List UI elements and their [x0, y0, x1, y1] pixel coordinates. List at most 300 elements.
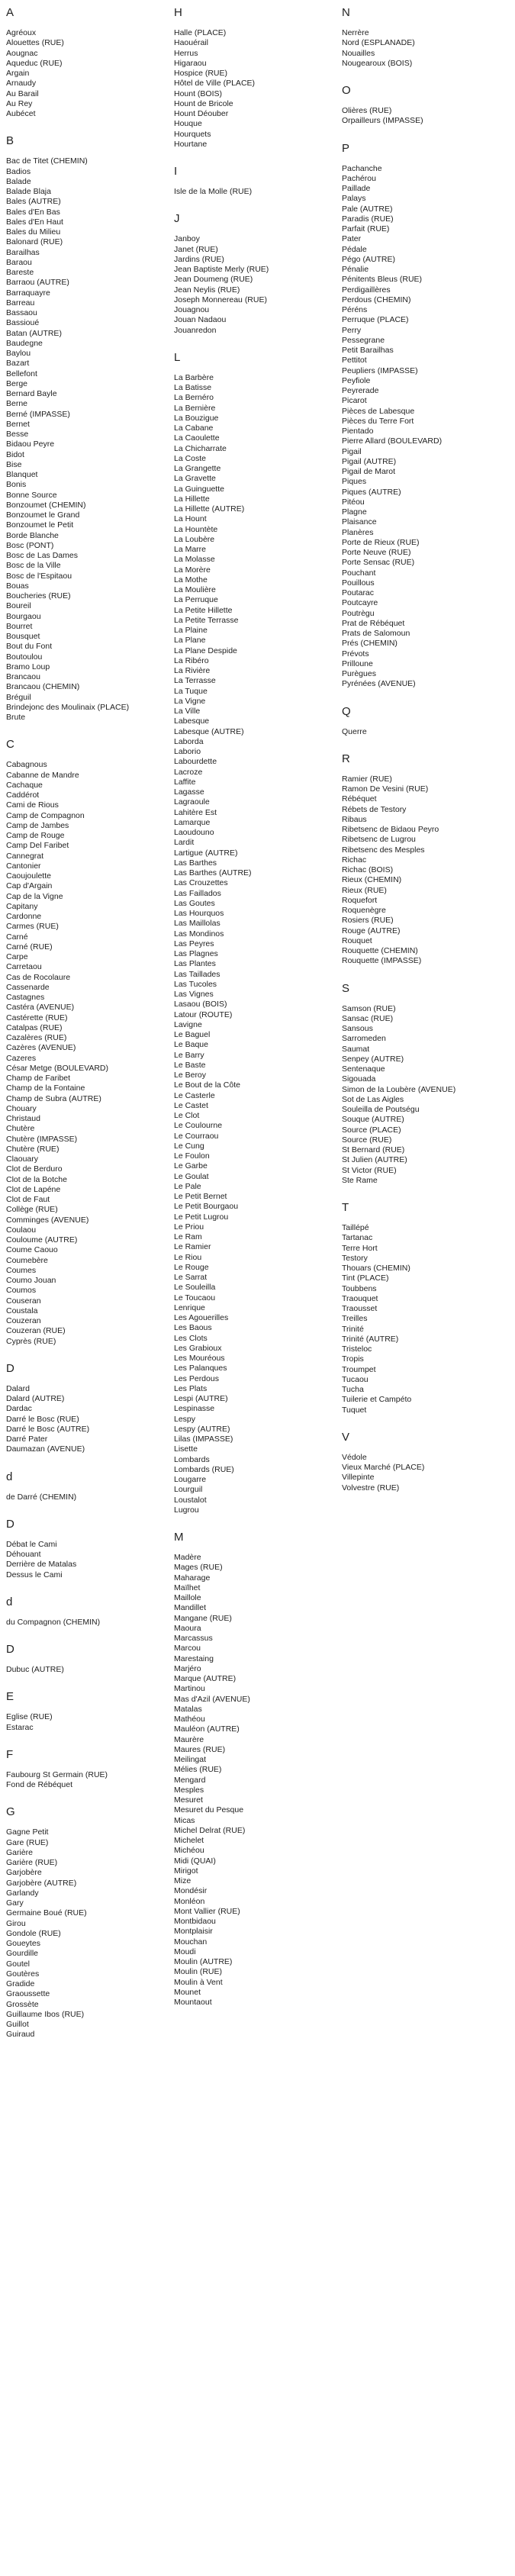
street-list-item[interactable]: Mounet [174, 1987, 201, 1997]
street-list-item[interactable]: Gagne Petit [6, 1827, 49, 1837]
street-list-item[interactable]: Palays [342, 194, 366, 204]
street-list-item[interactable]: Aqueduc (RUE) [6, 58, 63, 68]
street-list-item[interactable]: Cazalères (RUE) [6, 1033, 67, 1042]
street-list-item[interactable]: Houque [174, 119, 202, 129]
street-list-item[interactable]: Coustala [6, 1306, 38, 1315]
street-list-item[interactable]: Faubourg St Germain (RUE) [6, 1769, 108, 1779]
street-list-item[interactable]: Daumazan (AVENUE) [6, 1444, 85, 1454]
street-list-item[interactable]: Marcassus [174, 1634, 213, 1643]
street-list-item[interactable]: Ribaus [342, 814, 367, 824]
street-list-item[interactable]: La Hountète [174, 524, 218, 534]
street-list-item[interactable]: Déhouant [6, 1550, 41, 1559]
street-list-item[interactable]: Bouas [6, 581, 29, 591]
street-list-item[interactable]: Alouettes (RUE) [6, 38, 64, 48]
street-list-item[interactable]: Lougarre [174, 1475, 207, 1484]
street-list-item[interactable]: Clot de Faut [6, 1195, 50, 1204]
street-list-item[interactable]: Le Pale [174, 1181, 201, 1191]
street-list-item[interactable]: Au Barail [6, 89, 39, 98]
street-list-item[interactable]: Champ de Faribet [6, 1074, 71, 1083]
street-list-item[interactable]: Maharage [174, 1573, 211, 1583]
street-list-item[interactable]: Le Sarrat [174, 1273, 208, 1282]
street-list-item[interactable]: Senpey (AUTRE) [342, 1054, 404, 1064]
street-list-item[interactable]: Chutère (IMPASSE) [6, 1134, 78, 1144]
street-list-item[interactable]: Les Mouréous [174, 1354, 225, 1363]
street-list-item[interactable]: Source (RUE) [342, 1135, 392, 1145]
street-list-item[interactable]: Cantonier [6, 861, 41, 871]
street-list-item[interactable]: Caddérot [6, 791, 40, 800]
street-list-item[interactable]: St Bernard (RUE) [342, 1145, 405, 1154]
street-list-item[interactable]: Poutcayre [342, 598, 378, 608]
street-list-item[interactable]: Garière (RUE) [6, 1858, 58, 1867]
street-list-item[interactable]: Cami de Rious [6, 800, 59, 810]
street-list-item[interactable]: Prilloune [342, 658, 373, 668]
street-list-item[interactable]: Bac de Titet (CHEMIN) [6, 156, 88, 166]
street-list-item[interactable]: Bonis [6, 480, 27, 490]
street-list-item[interactable]: Jouagnou [174, 305, 210, 314]
street-list-item[interactable]: Carné [6, 932, 28, 942]
street-list-item[interactable]: Coumes [6, 1265, 37, 1275]
street-list-item[interactable]: Las Barthes (AUTRE) [174, 868, 252, 877]
street-list-item[interactable]: Sigouada [342, 1074, 376, 1084]
street-list-item[interactable]: Las Tucoles [174, 979, 217, 989]
street-list-item[interactable]: La Bouzigue [174, 413, 219, 423]
street-list-item[interactable]: Le Casterle [174, 1090, 215, 1100]
street-list-item[interactable]: Moulin (AUTRE) [174, 1957, 233, 1966]
street-list-item[interactable]: Tropis [342, 1354, 364, 1364]
street-list-item[interactable]: Catalpas (RUE) [6, 1022, 63, 1032]
street-list-item[interactable]: Lombards (RUE) [174, 1464, 234, 1474]
street-list-item[interactable]: Mouchan [174, 1937, 208, 1946]
street-list-item[interactable]: Cyprès (RUE) [6, 1336, 56, 1346]
street-list-item[interactable]: Villepinte [342, 1473, 375, 1483]
street-list-item[interactable]: Graoussette [6, 1989, 50, 1999]
street-list-item[interactable]: César Metge (BOULEVARD) [6, 1063, 109, 1073]
street-list-item[interactable]: Jardins (RUE) [174, 254, 224, 264]
street-list-item[interactable]: Volvestre (RUE) [342, 1483, 400, 1492]
street-list-item[interactable]: Védole [342, 1452, 367, 1462]
street-list-item[interactable]: Bonzoumet le Petit [6, 520, 74, 530]
street-list-item[interactable]: La Loubère [174, 534, 215, 544]
street-list-item[interactable]: Pettitot [342, 356, 367, 365]
street-list-item[interactable]: Pientado [342, 427, 374, 436]
street-list-item[interactable]: Le Ram [174, 1232, 202, 1241]
street-list-item[interactable]: Lacroze [174, 767, 203, 777]
street-list-item[interactable]: Pédale [342, 244, 367, 254]
street-list-item[interactable]: Boucheries (RUE) [6, 591, 71, 601]
street-list-item[interactable]: Bourgaou [6, 611, 41, 621]
street-list-item[interactable]: Le Rouge [174, 1262, 209, 1272]
street-list-item[interactable]: Le Coulourne [174, 1121, 223, 1131]
street-list-item[interactable]: Cap d'Argain [6, 881, 53, 891]
street-list-item[interactable]: Balade [6, 176, 31, 186]
street-list-item[interactable]: Gondole (RUE) [6, 1928, 61, 1938]
street-list-item[interactable]: Loustalot [174, 1495, 207, 1505]
street-list-item[interactable]: Lisette [174, 1444, 198, 1454]
street-list-item[interactable]: Couloume (AUTRE) [6, 1235, 78, 1245]
street-list-item[interactable]: Bales du Milieu [6, 227, 61, 237]
street-list-item[interactable]: Marjéro [174, 1663, 201, 1673]
street-list-item[interactable]: Piques (AUTRE) [342, 487, 401, 497]
street-list-item[interactable]: Madère [174, 1553, 201, 1562]
street-list-item[interactable]: Piques [342, 477, 367, 487]
street-list-item[interactable]: Bonne Source [6, 490, 57, 500]
street-list-item[interactable]: de Darré (CHEMIN) [6, 1492, 77, 1502]
street-list-item[interactable]: La Vigne [174, 696, 206, 706]
street-list-item[interactable]: Dalard [6, 1383, 30, 1393]
street-list-item[interactable]: Bareste [6, 268, 34, 277]
street-list-item[interactable]: Richac [342, 855, 367, 865]
street-list-item[interactable]: Garlandy [6, 1888, 39, 1898]
street-list-item[interactable]: Lourguil [174, 1485, 203, 1495]
street-list-item[interactable]: Perdigaillères [342, 285, 391, 295]
street-list-item[interactable]: Mauléon (AUTRE) [174, 1724, 240, 1734]
street-list-item[interactable]: Le Ramier [174, 1242, 211, 1252]
street-list-item[interactable]: Castérette (RUE) [6, 1013, 68, 1022]
street-list-item[interactable]: Rieux (CHEMIN) [342, 875, 402, 885]
street-list-item[interactable]: Goutères [6, 1969, 40, 1979]
street-list-item[interactable]: La Coste [174, 453, 207, 463]
street-list-item[interactable]: Tint (PLACE) [342, 1274, 389, 1283]
street-list-item[interactable]: Pénalie [342, 265, 369, 274]
street-list-item[interactable]: Las Plagnes [174, 949, 218, 958]
street-list-item[interactable]: Aubécet [6, 109, 36, 118]
street-list-item[interactable]: La Moulière [174, 585, 216, 594]
street-list-item[interactable]: Camp de Rouge [6, 831, 65, 840]
street-list-item[interactable]: Les Clots [174, 1333, 208, 1343]
street-list-item[interactable]: Ribetsenc de Bidaou Peyro [342, 825, 439, 834]
street-list-item[interactable]: Roquefort [342, 895, 378, 905]
street-list-item[interactable]: Lagasse [174, 787, 204, 797]
street-list-item[interactable]: Hospice (RUE) [174, 69, 228, 78]
street-list-item[interactable]: Le Beroy [174, 1071, 207, 1080]
street-list-item[interactable]: Brindejonc des Moulinaix (PLACE) [6, 702, 130, 712]
street-list-item[interactable]: Fond de Rébéquet [6, 1780, 72, 1789]
street-list-item[interactable]: Bales d'En Bas [6, 207, 60, 217]
street-list-item[interactable]: Saumat [342, 1044, 370, 1054]
street-list-item[interactable]: Las Peyres [174, 939, 214, 948]
street-list-item[interactable]: Couzeran [6, 1316, 41, 1325]
street-list-item[interactable]: Camp de Compagnon [6, 810, 85, 820]
street-list-item[interactable]: Mas d'Azil (AVENUE) [174, 1694, 250, 1704]
street-list-item[interactable]: Champ de Subra (AUTRE) [6, 1093, 101, 1103]
street-list-item[interactable]: Jouan Nadaou [174, 315, 227, 325]
street-list-item[interactable]: Débat le Cami [6, 1539, 57, 1549]
street-list-item[interactable]: Simon de la Loubère (AVENUE) [342, 1084, 456, 1094]
street-list-item[interactable]: Balonard (RUE) [6, 237, 63, 247]
street-list-item[interactable]: Carretaou [6, 962, 42, 972]
street-list-item[interactable]: Lespy (AUTRE) [174, 1424, 230, 1434]
street-list-item[interactable]: Berné (IMPASSE) [6, 409, 70, 419]
street-list-item[interactable]: Mesuret du Pesque [174, 1805, 244, 1815]
street-list-item[interactable]: Maillole [174, 1593, 201, 1602]
street-list-item[interactable]: Coumebère [6, 1255, 48, 1265]
street-list-item[interactable]: Agréoux [6, 28, 37, 37]
street-list-item[interactable]: Cap de la Vigne [6, 891, 63, 901]
street-list-item[interactable]: Pégo (AUTRE) [342, 254, 396, 264]
street-list-item[interactable]: Bales d'En Haut [6, 217, 63, 227]
street-list-item[interactable]: Michel Delrat (RUE) [174, 1825, 246, 1835]
street-list-item[interactable]: Gradide [6, 1979, 35, 1988]
street-list-item[interactable]: Tuilerie et Campéto [342, 1395, 412, 1405]
street-list-item[interactable]: Maïlhet [174, 1583, 201, 1592]
street-list-item[interactable]: Clot de la Botche [6, 1174, 67, 1184]
street-list-item[interactable]: Taillépé [342, 1223, 369, 1232]
street-list-item[interactable]: Lavigne [174, 1019, 202, 1029]
street-list-item[interactable]: Porte Neuve (RUE) [342, 548, 411, 557]
street-list-item[interactable]: Bassaou [6, 308, 37, 317]
street-list-item[interactable]: Traousset [342, 1304, 378, 1313]
street-list-item[interactable]: Rouquette (CHEMIN) [342, 946, 418, 955]
street-list-item[interactable]: Le Petit Bernet [174, 1192, 227, 1201]
street-list-item[interactable]: Chutère (RUE) [6, 1144, 60, 1154]
street-list-item[interactable]: Prat de Rébéquet [342, 618, 405, 628]
street-list-item[interactable]: Marestaing [174, 1653, 214, 1663]
street-list-item[interactable]: Vieux Marché (PLACE) [342, 1463, 425, 1472]
street-list-item[interactable]: Camp Del Faribet [6, 841, 69, 851]
street-list-item[interactable]: Ste Rame [342, 1175, 378, 1185]
street-list-item[interactable]: Le Goulat [174, 1171, 209, 1181]
street-list-item[interactable]: Pessegrane [342, 335, 385, 345]
street-list-item[interactable]: Camp de Jambes [6, 820, 69, 830]
street-list-item[interactable]: Poutrègu [342, 608, 375, 618]
street-list-item[interactable]: Arnaudy [6, 79, 37, 89]
street-list-item[interactable]: Moulin (RUE) [174, 1967, 223, 1977]
street-list-item[interactable]: La Petite Terrasse [174, 615, 239, 625]
street-list-item[interactable]: Porte de Rieux (RUE) [342, 537, 420, 547]
street-list-item[interactable]: Lombards [174, 1454, 210, 1464]
street-list-item[interactable]: Marcou [174, 1644, 201, 1653]
street-list-item[interactable]: Cassenarde [6, 982, 50, 992]
street-list-item[interactable]: Au Rey [6, 98, 33, 108]
street-list-item[interactable]: Pyrénées (AVENUE) [342, 679, 416, 689]
street-list-item[interactable]: Trinité [342, 1324, 364, 1334]
street-list-item[interactable]: Ramier (RUE) [342, 774, 392, 784]
street-list-item[interactable]: Lahitère Est [174, 807, 217, 817]
street-list-item[interactable]: Mandillet [174, 1603, 207, 1613]
street-list-item[interactable]: La Ribéro [174, 655, 209, 665]
street-list-item[interactable]: Parfait (RUE) [342, 224, 390, 233]
street-list-item[interactable]: Coume Caouo [6, 1245, 58, 1255]
street-list-item[interactable]: Bassioué [6, 318, 40, 328]
street-list-item[interactable]: Le Courraou [174, 1131, 219, 1141]
street-list-item[interactable]: La Batisse [174, 383, 212, 392]
street-list-item[interactable]: Mont Vallier (RUE) [174, 1906, 240, 1916]
street-list-item[interactable]: La Molasse [174, 555, 215, 565]
street-list-item[interactable]: Carmes (RUE) [6, 922, 59, 932]
street-list-item[interactable]: Le Clot [174, 1111, 200, 1120]
street-list-item[interactable]: Labourdette [174, 757, 217, 767]
street-list-item[interactable]: Chutère [6, 1124, 35, 1134]
street-list-item[interactable]: Peyrerade [342, 386, 379, 395]
street-list-item[interactable]: Brancaou [6, 672, 40, 681]
street-list-item[interactable]: Montplaisir [174, 1927, 213, 1937]
street-list-item[interactable]: Dubuc (AUTRE) [6, 1665, 64, 1674]
street-list-item[interactable]: Comminges (AVENUE) [6, 1215, 89, 1225]
street-list-item[interactable]: Baraou [6, 257, 32, 267]
street-list-item[interactable]: Haouérail [174, 38, 208, 48]
street-list-item[interactable]: Aougnac [6, 48, 38, 58]
street-list-item[interactable]: Brute [6, 713, 26, 722]
street-list-item[interactable]: Garjobère (AUTRE) [6, 1878, 77, 1888]
street-list-item[interactable]: La Rivière [174, 666, 211, 675]
street-list-item[interactable]: Mélies (RUE) [174, 1765, 222, 1775]
street-list-item[interactable]: Lespi (AUTRE) [174, 1394, 228, 1403]
street-list-item[interactable]: Las Plantes [174, 959, 216, 969]
street-list-item[interactable]: Micas [174, 1815, 195, 1825]
street-list-item[interactable]: Perruque (PLACE) [342, 315, 409, 325]
street-list-item[interactable]: Bise [6, 459, 22, 469]
street-list-item[interactable]: Treilles [342, 1314, 368, 1324]
street-list-item[interactable]: Lardit [174, 838, 195, 848]
street-list-item[interactable]: Souque (AUTRE) [342, 1115, 404, 1125]
street-list-item[interactable]: Bonzoumet le Grand [6, 510, 80, 520]
street-list-item[interactable]: La Tuque [174, 686, 208, 696]
street-list-item[interactable]: Guiraud [6, 2030, 35, 2040]
street-list-item[interactable]: Cannegrat [6, 851, 44, 861]
street-list-item[interactable]: Las Maillolas [174, 919, 220, 929]
street-list-item[interactable]: Le Foulon [174, 1151, 210, 1161]
street-list-item[interactable]: Le Petit Lugrou [174, 1212, 229, 1222]
street-list-item[interactable]: Mirigot [174, 1866, 198, 1876]
street-list-item[interactable]: Bosc de l'Espitaou [6, 571, 72, 581]
street-list-item[interactable]: Les Palanques [174, 1364, 227, 1373]
street-list-item[interactable]: Bousquet [6, 632, 40, 641]
street-list-item[interactable]: Derrière de Matalas [6, 1560, 77, 1570]
street-list-item[interactable]: Argain [6, 69, 30, 78]
street-list-item[interactable]: Las Goutes [174, 898, 215, 908]
street-list-item[interactable]: Péréns [342, 305, 368, 314]
street-list-item[interactable]: Pièces de Labesque [342, 406, 415, 416]
street-list-item[interactable]: Monléon [174, 1896, 205, 1906]
street-list-item[interactable]: Orpailleurs (IMPASSE) [342, 116, 423, 126]
street-list-item[interactable]: Bosc (PONT) [6, 540, 54, 550]
street-list-item[interactable]: Maures (RUE) [174, 1744, 226, 1754]
street-list-item[interactable]: Guillot [6, 2020, 29, 2029]
street-list-item[interactable]: Le Bout de la Côte [174, 1080, 240, 1090]
street-list-item[interactable]: Plaisance [342, 517, 377, 527]
street-list-item[interactable]: Guillaume Ibos (RUE) [6, 2009, 85, 2019]
street-list-item[interactable]: Jean Baptiste Merly (RUE) [174, 265, 269, 274]
street-list-item[interactable]: La Plane Despide [174, 646, 237, 655]
street-list-item[interactable]: Hount de Bricole [174, 98, 233, 108]
street-list-item[interactable]: Pale (AUTRE) [342, 204, 393, 214]
street-list-item[interactable]: Bosc de Las Dames [6, 551, 78, 560]
street-list-item[interactable]: Clot de Berduro [6, 1164, 63, 1174]
street-list-item[interactable]: St Julien (AUTRE) [342, 1155, 407, 1165]
street-list-item[interactable]: Pater [342, 234, 362, 244]
street-list-item[interactable]: Perdous (CHEMIN) [342, 295, 411, 304]
street-list-item[interactable]: Souleilla de Poutségu [342, 1105, 420, 1114]
street-list-item[interactable]: Marque (AUTRE) [174, 1674, 237, 1683]
street-list-item[interactable]: Les Agouerilles [174, 1313, 229, 1322]
street-list-item[interactable]: Cabagnous [6, 760, 47, 770]
street-list-item[interactable]: Borde Blanche [6, 530, 59, 540]
street-list-item[interactable]: Jean Neylis (RUE) [174, 285, 240, 295]
street-list-item[interactable]: Moudi [174, 1946, 196, 1956]
street-list-item[interactable]: Montbidaou [174, 1917, 216, 1926]
street-list-item[interactable]: Maoura [174, 1623, 201, 1633]
street-list-item[interactable]: Terre Hort [342, 1243, 378, 1253]
street-list-item[interactable]: Gary [6, 1898, 24, 1908]
street-list-item[interactable]: Prats de Salomoun [342, 629, 410, 638]
street-list-item[interactable]: La Mothe [174, 575, 208, 584]
street-list-item[interactable]: Petit Barailhas [342, 346, 394, 355]
street-list-item[interactable]: La Morère [174, 565, 211, 575]
street-list-item[interactable]: Germaine Boué (RUE) [6, 1908, 87, 1918]
street-list-item[interactable]: Querre [342, 726, 367, 736]
street-list-item[interactable]: Bidaou Peyre [6, 440, 55, 449]
street-list-item[interactable]: Las Faillados [174, 888, 221, 898]
street-list-item[interactable]: Bales (AUTRE) [6, 197, 61, 207]
street-list-item[interactable]: Joseph Monnereau (RUE) [174, 295, 267, 304]
street-list-item[interactable]: Nouailles [342, 48, 375, 58]
street-list-item[interactable]: La Hillette [174, 494, 210, 504]
street-list-item[interactable]: Labesque (AUTRE) [174, 726, 244, 736]
street-list-item[interactable]: Michéou [174, 1846, 204, 1856]
street-list-item[interactable]: Balade Blaja [6, 187, 51, 196]
street-list-item[interactable]: Michelet [174, 1836, 204, 1845]
street-list-item[interactable]: Pachérou [342, 173, 376, 183]
street-list-item[interactable]: St Victor (RUE) [342, 1165, 397, 1175]
street-list-item[interactable]: Sansac (RUE) [342, 1013, 394, 1023]
street-list-item[interactable]: Berge [6, 378, 28, 388]
street-list-item[interactable]: Les Perdous [174, 1373, 219, 1383]
street-list-item[interactable]: Planères [342, 527, 374, 537]
street-list-item[interactable]: Herrus [174, 48, 198, 58]
street-list-item[interactable]: La Chicharrate [174, 443, 227, 453]
street-list-item[interactable]: Eglise (RUE) [6, 1712, 53, 1722]
street-list-item[interactable]: Hount Déouber [174, 109, 229, 118]
street-list-item[interactable]: Pierre Allard (BOULEVARD) [342, 436, 443, 446]
street-list-item[interactable]: Caoujoulette [6, 871, 51, 881]
street-list-item[interactable]: Rouge (AUTRE) [342, 926, 401, 935]
street-list-item[interactable]: Nougearoux (BOIS) [342, 58, 413, 68]
street-list-item[interactable]: Le Baque [174, 1040, 208, 1050]
street-list-item[interactable]: La Barbère [174, 372, 214, 382]
street-list-item[interactable]: Mountaout [174, 1998, 212, 2007]
street-list-item[interactable]: Ribetsenc des Mesples [342, 845, 425, 855]
street-list-item[interactable]: Sentenaque [342, 1064, 385, 1074]
street-list-item[interactable]: La Petite Hillette [174, 605, 233, 615]
street-list-item[interactable]: Laffite [174, 777, 196, 787]
street-list-item[interactable]: Mesuret [174, 1795, 203, 1805]
street-list-item[interactable]: La Hount [174, 514, 207, 524]
street-list-item[interactable]: Laborio [174, 747, 201, 756]
street-list-item[interactable]: Le Petit Bourgaou [174, 1202, 239, 1212]
street-list-item[interactable]: Brancaou (CHEMIN) [6, 682, 80, 692]
street-list-item[interactable]: Peupliers (IMPASSE) [342, 365, 418, 375]
street-list-item[interactable]: Maurère [174, 1734, 204, 1744]
street-list-item[interactable]: Pièces du Terre Fort [342, 416, 414, 426]
street-list-item[interactable]: Prés (CHEMIN) [342, 639, 398, 649]
street-list-item[interactable]: Le Riou [174, 1252, 202, 1262]
street-list-item[interactable]: Carné (RUE) [6, 942, 53, 952]
street-list-item[interactable]: Estarac [6, 1722, 34, 1732]
street-list-item[interactable]: Chouary [6, 1103, 37, 1113]
street-list-item[interactable]: Goueytes [6, 1939, 40, 1948]
street-list-item[interactable]: Laborda [174, 736, 204, 746]
street-list-item[interactable]: Prévots [342, 649, 369, 658]
street-list-item[interactable]: La Marre [174, 545, 207, 554]
street-list-item[interactable]: Mengard [174, 1775, 206, 1785]
street-list-item[interactable]: Janet (RUE) [174, 244, 218, 254]
street-list-item[interactable]: Les Plats [174, 1383, 208, 1393]
street-list-item[interactable]: Testory [342, 1253, 368, 1263]
street-list-item[interactable]: Baylou [6, 349, 31, 358]
street-list-item[interactable]: Gare (RUE) [6, 1837, 49, 1847]
street-list-item[interactable]: La Cabane [174, 423, 214, 433]
street-list-item[interactable]: Couzeran (RUE) [6, 1326, 66, 1336]
